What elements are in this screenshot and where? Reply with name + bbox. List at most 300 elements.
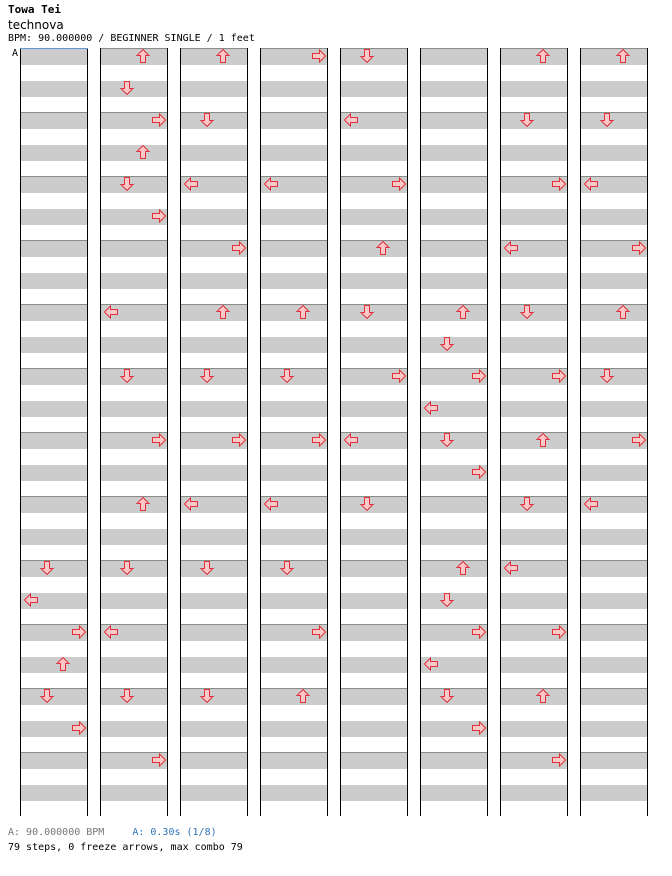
beat-stripe bbox=[101, 801, 167, 817]
beat-stripe bbox=[21, 385, 87, 401]
measure bbox=[581, 48, 647, 112]
arrow-down-icon bbox=[279, 560, 295, 576]
arrow-left-icon bbox=[183, 176, 199, 192]
measure bbox=[101, 240, 167, 304]
arrow-right-icon bbox=[551, 176, 567, 192]
beat-stripe bbox=[181, 129, 247, 145]
beat-stripe bbox=[501, 449, 567, 465]
beat-stripe bbox=[341, 721, 407, 737]
measure bbox=[261, 240, 327, 304]
beat-stripe bbox=[261, 241, 327, 257]
beat-stripe bbox=[101, 641, 167, 657]
beat-stripe bbox=[101, 545, 167, 561]
arrow-right-icon bbox=[151, 112, 167, 128]
beat-stripe bbox=[21, 497, 87, 513]
beat-stripe bbox=[421, 289, 487, 305]
beat-stripe bbox=[341, 417, 407, 433]
arrow-down-icon bbox=[199, 560, 215, 576]
measure bbox=[581, 624, 647, 688]
arrow-down-icon bbox=[519, 304, 535, 320]
beat-stripe bbox=[101, 257, 167, 273]
beat-stripe bbox=[261, 417, 327, 433]
arrow-down-icon bbox=[119, 688, 135, 704]
arrow-left-icon bbox=[263, 176, 279, 192]
beat-stripe bbox=[181, 481, 247, 497]
beat-stripe bbox=[421, 417, 487, 433]
arrow-up-icon bbox=[535, 688, 551, 704]
arrow-left-icon bbox=[103, 304, 119, 320]
beat-stripe bbox=[581, 49, 647, 65]
measure bbox=[21, 432, 87, 496]
beat-stripe bbox=[101, 721, 167, 737]
measure bbox=[421, 240, 487, 304]
beat-stripe bbox=[181, 513, 247, 529]
beat-stripe bbox=[181, 737, 247, 753]
beat-stripe bbox=[21, 529, 87, 545]
beat-stripe bbox=[21, 609, 87, 625]
arrow-down-icon bbox=[279, 368, 295, 384]
artist-name: Towa Tei bbox=[8, 3, 61, 16]
beat-stripe bbox=[341, 401, 407, 417]
measure bbox=[421, 48, 487, 112]
beat-stripe bbox=[501, 193, 567, 209]
beat-stripe bbox=[181, 273, 247, 289]
beat-stripe bbox=[341, 97, 407, 113]
beat-stripe bbox=[501, 353, 567, 369]
beat-stripe bbox=[341, 801, 407, 817]
beat-stripe bbox=[421, 577, 487, 593]
arrow-down-icon bbox=[519, 112, 535, 128]
arrow-down-icon bbox=[199, 112, 215, 128]
beat-stripe bbox=[261, 577, 327, 593]
beat-stripe bbox=[501, 385, 567, 401]
beat-stripe bbox=[341, 241, 407, 257]
beat-stripe bbox=[21, 65, 87, 81]
beat-stripe bbox=[421, 81, 487, 97]
beat-stripe bbox=[261, 305, 327, 321]
beat-stripe bbox=[501, 225, 567, 241]
arrow-down-icon bbox=[439, 592, 455, 608]
measure bbox=[181, 752, 247, 816]
beat-stripe bbox=[341, 705, 407, 721]
arrow-down-icon bbox=[599, 368, 615, 384]
measure bbox=[341, 624, 407, 688]
beat-stripe bbox=[421, 673, 487, 689]
beat-stripe bbox=[421, 481, 487, 497]
beat-stripe bbox=[341, 673, 407, 689]
beat-stripe bbox=[581, 785, 647, 801]
beat-stripe bbox=[181, 225, 247, 241]
beat-stripe bbox=[501, 609, 567, 625]
beat-stripe bbox=[101, 321, 167, 337]
beat-stripe bbox=[101, 737, 167, 753]
arrow-down-icon bbox=[119, 368, 135, 384]
beat-stripe bbox=[581, 689, 647, 705]
beat-stripe bbox=[101, 577, 167, 593]
arrow-up-icon bbox=[55, 656, 71, 672]
arrow-down-icon bbox=[359, 48, 375, 64]
beat-stripe bbox=[341, 337, 407, 353]
beat-stripe bbox=[261, 81, 327, 97]
arrow-right-icon bbox=[471, 720, 487, 736]
beat-stripe bbox=[261, 641, 327, 657]
arrow-up-icon bbox=[215, 48, 231, 64]
beat-stripe bbox=[21, 577, 87, 593]
beat-stripe bbox=[181, 385, 247, 401]
beat-stripe bbox=[581, 193, 647, 209]
beat-stripe bbox=[421, 785, 487, 801]
beat-stripe bbox=[581, 401, 647, 417]
footer-bpm: A: 90.000000 BPM bbox=[8, 827, 105, 838]
beat-stripe bbox=[501, 145, 567, 161]
beat-stripe bbox=[181, 81, 247, 97]
beat-stripe bbox=[341, 513, 407, 529]
measure bbox=[501, 432, 567, 496]
beat-stripe bbox=[341, 129, 407, 145]
beat-stripe bbox=[421, 241, 487, 257]
beat-stripe bbox=[181, 417, 247, 433]
measure bbox=[341, 752, 407, 816]
arrow-right-icon bbox=[71, 624, 87, 640]
beat-stripe bbox=[421, 561, 487, 577]
beat-stripe bbox=[261, 257, 327, 273]
arrow-right-icon bbox=[391, 176, 407, 192]
beat-stripe bbox=[21, 705, 87, 721]
beat-stripe bbox=[181, 337, 247, 353]
beat-stripe bbox=[341, 65, 407, 81]
beat-stripe bbox=[501, 705, 567, 721]
beat-stripe bbox=[341, 465, 407, 481]
beat-stripe bbox=[181, 625, 247, 641]
beat-stripe bbox=[341, 641, 407, 657]
beat-stripe bbox=[261, 593, 327, 609]
beat-stripe bbox=[181, 161, 247, 177]
beat-stripe bbox=[501, 785, 567, 801]
footer-summary: 79 steps, 0 freeze arrows, max combo 79 bbox=[8, 842, 243, 853]
beat-stripe bbox=[421, 449, 487, 465]
beat-stripe bbox=[101, 65, 167, 81]
beat-stripe bbox=[181, 641, 247, 657]
arrow-left-icon bbox=[103, 624, 119, 640]
beat-stripe bbox=[581, 769, 647, 785]
beat-stripe bbox=[261, 801, 327, 817]
beat-stripe bbox=[421, 49, 487, 65]
beat-stripe bbox=[421, 529, 487, 545]
beat-stripe bbox=[21, 673, 87, 689]
beat-stripe bbox=[101, 161, 167, 177]
beat-stripe bbox=[101, 225, 167, 241]
beat-stripe bbox=[21, 49, 87, 65]
arrow-right-icon bbox=[151, 752, 167, 768]
beat-stripe bbox=[501, 417, 567, 433]
beat-stripe bbox=[261, 65, 327, 81]
beat-stripe bbox=[421, 705, 487, 721]
beat-stripe bbox=[501, 81, 567, 97]
beat-stripe bbox=[341, 209, 407, 225]
arrow-left-icon bbox=[343, 432, 359, 448]
beat-stripe bbox=[421, 769, 487, 785]
beat-stripe bbox=[341, 353, 407, 369]
beat-stripe bbox=[181, 209, 247, 225]
arrow-left-icon bbox=[503, 240, 519, 256]
arrow-up-icon bbox=[455, 304, 471, 320]
arrow-down-icon bbox=[119, 560, 135, 576]
beat-stripe bbox=[101, 785, 167, 801]
arrow-right-icon bbox=[471, 624, 487, 640]
beat-stripe bbox=[501, 97, 567, 113]
arrow-down-icon bbox=[599, 112, 615, 128]
measure bbox=[581, 560, 647, 624]
beat-stripe bbox=[181, 65, 247, 81]
beat-stripe bbox=[581, 417, 647, 433]
beat-stripe bbox=[501, 49, 567, 65]
beat-stripe bbox=[101, 513, 167, 529]
arrow-right-icon bbox=[391, 368, 407, 384]
beat-stripe bbox=[261, 385, 327, 401]
beat-stripe bbox=[501, 657, 567, 673]
beat-stripe bbox=[101, 145, 167, 161]
arrow-up-icon bbox=[455, 560, 471, 576]
chart-column bbox=[500, 48, 568, 816]
beat-stripe bbox=[21, 81, 87, 97]
beat-stripe bbox=[341, 273, 407, 289]
arrow-down-icon bbox=[359, 304, 375, 320]
beat-stripe bbox=[581, 625, 647, 641]
beat-stripe bbox=[261, 721, 327, 737]
beat-stripe bbox=[581, 145, 647, 161]
beat-stripe bbox=[181, 305, 247, 321]
beat-stripe bbox=[21, 417, 87, 433]
arrow-up-icon bbox=[135, 48, 151, 64]
beat-stripe bbox=[261, 609, 327, 625]
beat-stripe bbox=[581, 641, 647, 657]
arrow-left-icon bbox=[343, 112, 359, 128]
beat-stripe bbox=[421, 273, 487, 289]
beat-stripe bbox=[501, 641, 567, 657]
arrow-down-icon bbox=[39, 688, 55, 704]
beat-stripe bbox=[101, 673, 167, 689]
beat-stripe bbox=[101, 337, 167, 353]
beat-stripe bbox=[181, 673, 247, 689]
beat-stripe bbox=[181, 529, 247, 545]
beat-stripe bbox=[101, 465, 167, 481]
beat-stripe bbox=[261, 129, 327, 145]
beat-stripe bbox=[101, 193, 167, 209]
arrow-right-icon bbox=[551, 752, 567, 768]
beat-stripe bbox=[501, 529, 567, 545]
beat-stripe bbox=[261, 193, 327, 209]
beat-stripe bbox=[421, 145, 487, 161]
beat-stripe bbox=[101, 705, 167, 721]
measure bbox=[421, 112, 487, 176]
arrow-right-icon bbox=[311, 48, 327, 64]
beat-stripe bbox=[341, 481, 407, 497]
beat-stripe bbox=[181, 545, 247, 561]
beat-stripe bbox=[581, 353, 647, 369]
beat-stripe bbox=[501, 65, 567, 81]
measure bbox=[21, 496, 87, 560]
beat-stripe bbox=[261, 657, 327, 673]
beat-stripe bbox=[21, 161, 87, 177]
beat-stripe bbox=[421, 65, 487, 81]
beat-stripe bbox=[21, 257, 87, 273]
beat-stripe bbox=[341, 657, 407, 673]
beat-stripe bbox=[21, 145, 87, 161]
arrow-right-icon bbox=[311, 624, 327, 640]
beat-stripe bbox=[501, 465, 567, 481]
beat-stripe bbox=[501, 689, 567, 705]
beat-stripe bbox=[101, 593, 167, 609]
beat-stripe bbox=[421, 97, 487, 113]
arrow-up-icon bbox=[535, 432, 551, 448]
beat-stripe bbox=[421, 305, 487, 321]
beat-stripe bbox=[261, 289, 327, 305]
beat-stripe bbox=[421, 321, 487, 337]
measure bbox=[341, 240, 407, 304]
beat-stripe bbox=[181, 97, 247, 113]
arrow-down-icon bbox=[439, 432, 455, 448]
beat-stripe bbox=[181, 401, 247, 417]
beat-stripe bbox=[261, 769, 327, 785]
beat-stripe bbox=[501, 721, 567, 737]
beat-stripe bbox=[421, 161, 487, 177]
beat-stripe bbox=[181, 145, 247, 161]
beat-stripe bbox=[21, 641, 87, 657]
beat-stripe bbox=[581, 657, 647, 673]
beat-stripe bbox=[21, 801, 87, 817]
beat-stripe bbox=[21, 769, 87, 785]
beat-stripe bbox=[21, 657, 87, 673]
measure bbox=[421, 176, 487, 240]
measure bbox=[581, 688, 647, 752]
beat-stripe bbox=[261, 465, 327, 481]
beat-stripe bbox=[501, 737, 567, 753]
beat-stripe bbox=[581, 481, 647, 497]
beat-stripe bbox=[101, 609, 167, 625]
measure bbox=[261, 688, 327, 752]
measure bbox=[21, 752, 87, 816]
beat-stripe bbox=[581, 257, 647, 273]
beat-stripe bbox=[181, 593, 247, 609]
arrow-up-icon bbox=[215, 304, 231, 320]
song-title: technova bbox=[8, 18, 64, 32]
arrow-up-icon bbox=[615, 304, 631, 320]
arrow-up-icon bbox=[535, 48, 551, 64]
beat-stripe bbox=[21, 289, 87, 305]
arrow-left-icon bbox=[23, 592, 39, 608]
arrow-up-icon bbox=[375, 240, 391, 256]
beat-stripe bbox=[261, 337, 327, 353]
beat-stripe bbox=[421, 737, 487, 753]
beat-stripe bbox=[501, 513, 567, 529]
beat-stripe bbox=[581, 289, 647, 305]
beat-stripe bbox=[581, 273, 647, 289]
beat-stripe bbox=[21, 97, 87, 113]
beat-stripe bbox=[341, 321, 407, 337]
beat-stripe bbox=[581, 97, 647, 113]
beat-stripe bbox=[21, 449, 87, 465]
beat-stripe bbox=[261, 689, 327, 705]
beat-stripe bbox=[501, 209, 567, 225]
arrow-down-icon bbox=[519, 496, 535, 512]
beat-stripe bbox=[21, 433, 87, 449]
beat-stripe bbox=[341, 289, 407, 305]
beat-stripe bbox=[341, 449, 407, 465]
beat-stripe bbox=[181, 657, 247, 673]
beat-stripe bbox=[341, 81, 407, 97]
beat-stripe bbox=[501, 481, 567, 497]
arrow-down-icon bbox=[359, 496, 375, 512]
beat-stripe bbox=[581, 161, 647, 177]
arrow-right-icon bbox=[311, 432, 327, 448]
arrow-right-icon bbox=[151, 208, 167, 224]
beat-stripe bbox=[341, 737, 407, 753]
beat-stripe bbox=[501, 545, 567, 561]
beat-stripe bbox=[101, 417, 167, 433]
beat-stripe bbox=[341, 145, 407, 161]
beat-stripe bbox=[581, 449, 647, 465]
arrow-left-icon bbox=[183, 496, 199, 512]
arrow-up-icon bbox=[135, 144, 151, 160]
measure bbox=[341, 688, 407, 752]
beat-stripe bbox=[581, 561, 647, 577]
beat-stripe bbox=[501, 673, 567, 689]
beat-stripe bbox=[341, 385, 407, 401]
beat-stripe bbox=[341, 625, 407, 641]
beat-stripe bbox=[101, 385, 167, 401]
beat-stripe bbox=[341, 561, 407, 577]
beat-stripe bbox=[421, 225, 487, 241]
beat-stripe bbox=[581, 225, 647, 241]
beat-stripe bbox=[581, 753, 647, 769]
beat-stripe bbox=[21, 785, 87, 801]
arrow-left-icon bbox=[583, 176, 599, 192]
beat-stripe bbox=[421, 129, 487, 145]
beat-stripe bbox=[261, 513, 327, 529]
beat-stripe bbox=[581, 129, 647, 145]
beat-stripe bbox=[261, 353, 327, 369]
beat-stripe bbox=[101, 401, 167, 417]
measure bbox=[261, 112, 327, 176]
beat-stripe bbox=[181, 785, 247, 801]
beat-stripe bbox=[421, 609, 487, 625]
beat-stripe bbox=[421, 753, 487, 769]
beat-stripe bbox=[181, 753, 247, 769]
beat-stripe bbox=[341, 193, 407, 209]
beat-stripe bbox=[341, 577, 407, 593]
beat-stripe bbox=[581, 801, 647, 817]
arrow-up-icon bbox=[295, 304, 311, 320]
beat-stripe bbox=[341, 753, 407, 769]
beat-stripe bbox=[581, 721, 647, 737]
bpm-marker-line bbox=[20, 48, 88, 49]
beat-stripe bbox=[501, 257, 567, 273]
beat-stripe bbox=[21, 321, 87, 337]
arrow-right-icon bbox=[471, 464, 487, 480]
beat-stripe bbox=[181, 49, 247, 65]
arrow-up-icon bbox=[295, 688, 311, 704]
beat-stripe bbox=[261, 145, 327, 161]
beat-stripe bbox=[261, 705, 327, 721]
arrow-right-icon bbox=[551, 368, 567, 384]
beat-stripe bbox=[421, 545, 487, 561]
measure bbox=[501, 48, 567, 112]
beat-stripe bbox=[421, 513, 487, 529]
beat-stripe bbox=[501, 321, 567, 337]
beat-stripe bbox=[341, 609, 407, 625]
beat-stripe bbox=[21, 113, 87, 129]
measure bbox=[501, 688, 567, 752]
